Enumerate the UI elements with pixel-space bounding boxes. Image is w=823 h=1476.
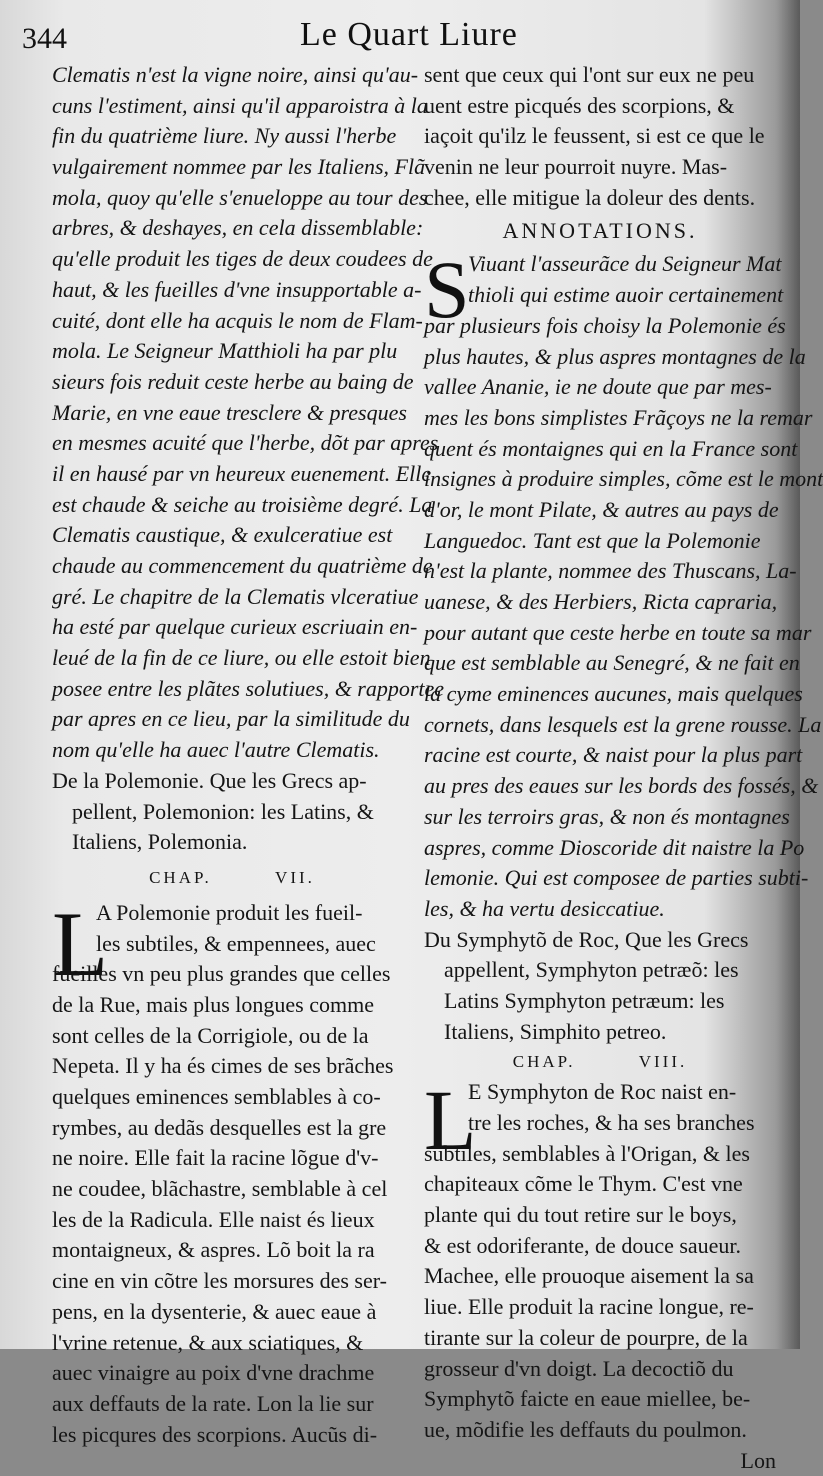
text-line: aspres, comme Dioscoride dit naistre la Po: [424, 834, 805, 860]
text-line: de la Rue, mais plus longues comme: [52, 991, 374, 1017]
text-line: thioli qui estime auoir certainement: [468, 282, 784, 308]
text-line: plante qui du tout retire sur le boys,: [424, 1202, 737, 1228]
text-line: rymbes, au dedãs desquelles est la gre: [52, 1114, 387, 1140]
text-line: cuns l'estiment, ainsi qu'il apparoistra à la: [52, 92, 428, 118]
text-line: qu'elle produit les tiges de deux coudees de: [52, 246, 433, 272]
text-line: les de la Radicula. Elle naist és lieux: [52, 1206, 375, 1232]
text-line: quent és montaignes qui en la France sont: [424, 435, 798, 461]
chapter-heading-polemonie: [52, 766, 412, 858]
text-line: venin ne leur pourroit nuyre. Mas-: [424, 154, 728, 180]
chapter-label: CHAP.: [512, 1052, 576, 1072]
text-line: Lon: [740, 1447, 776, 1473]
right-top-text: [424, 60, 776, 213]
text-line: pour autant que ceste herbe en toute sa mar: [424, 619, 812, 645]
text-line: A Polemonie produit les fueil-: [96, 899, 363, 925]
text-line: haut, & les fueilles d'vne insupportable a-: [52, 276, 422, 302]
text-line: chaude au commencement du quatrième de: [52, 553, 433, 578]
text-line: la cyme eminences aucunes, mais quelques: [424, 681, 803, 707]
text-line: uanese, & des Herbiers, Ricta capraria,: [424, 589, 778, 614]
text-line: les picqures des scorpions. Aucũs di-: [52, 1421, 378, 1447]
text-line: est chaude & seiche au troisième degré. La: [52, 491, 433, 517]
text-line: aux deffauts de la rate. Lon la lie sur: [52, 1390, 374, 1416]
text-line: lemonie. Qui est composee de parties subti-: [424, 865, 809, 891]
text-line: mes les bons simplistes Frãçoys ne la remar: [424, 404, 813, 430]
text-line: quelques eminences semblables à co-: [52, 1084, 381, 1109]
text-line: d'or, le mont Pilate, & autres au pays de: [424, 496, 779, 522]
text-line: que est semblable au Senegré, & ne fait en: [424, 650, 800, 676]
text-line: gré. Le chapitre de la Clematis vlceratiue: [52, 583, 419, 609]
text-line: n'est la plante, nommee des Thuscans, La-: [424, 558, 797, 584]
text-line: grosseur d'vn doigt. La decoctiõ du: [424, 1355, 734, 1381]
drop-cap: L: [52, 892, 109, 995]
text-line: Clematis n'est la vigne noire, ainsi qu'au-: [52, 62, 419, 87]
text-line: cornets, dans lesquels est la grene rousse. La: [424, 711, 822, 737]
text-line: subtiles, semblables à l'Origan, & les: [424, 1140, 750, 1166]
text-line: par plusieurs fois choisy la Polemonie és: [424, 312, 786, 338]
text-line: Machee, elle prouoque aisement la sa: [424, 1263, 754, 1289]
chapter-numeral: VII.: [275, 867, 315, 887]
text-line: fin du quatrième liure. Ny aussi l'herbe: [52, 123, 397, 149]
text-line: & est odoriferante, de douce saueur.: [424, 1232, 742, 1258]
text-line: mola, quoy qu'elle s'enueloppe au tour des: [52, 184, 428, 210]
heading-line: appellent, Symphyton petræõ: les: [444, 957, 739, 983]
text-line: iaçoit qu'ilz le feussent, si est ce que le: [424, 123, 765, 149]
text-line: les, & ha vertu desiccatiue.: [424, 895, 665, 921]
text-line: racine est courte, & naist pour la plus part: [424, 742, 803, 768]
text-line: tre les roches, & ha ses branches: [468, 1110, 755, 1135]
text-line: cuité, dont elle ha acquis le nom de Flam-: [52, 307, 423, 333]
annotations-body: [424, 244, 823, 924]
text-line: posee entre les plãtes solutiues, & rapportee: [52, 675, 445, 701]
text-line: leué de la fin de ce liure, ou elle estoit bien: [52, 645, 431, 671]
heading-line: Du Symphytõ de Roc, Que les Grecs: [424, 926, 749, 952]
text-line: insignes à produire simples, cõme est le mont: [424, 466, 823, 492]
text-line: vulgairement nommee par les Italiens, Flã: [52, 154, 426, 180]
text-line: l'vrine retenue, & aux sciatiques, &: [52, 1329, 364, 1355]
text-line: chapiteaux cõme le Thym. C'est vne: [424, 1171, 743, 1197]
text-line: en mesmes acuité que l'herbe, dõt par apres: [52, 430, 439, 456]
chapter-number: [424, 1047, 776, 1077]
chapter-heading-symphyton: [424, 925, 776, 1048]
text-line: liue. Elle produit la racine longue, re-: [424, 1294, 754, 1320]
text-line: Symphytõ faicte en eaue miellee, be-: [424, 1386, 751, 1412]
text-line: ne noire. Elle fait la racine lõgue d'v-: [52, 1145, 379, 1171]
page-number: 344: [22, 22, 67, 55]
text-line: arbres, & deshayes, en cela dissemblable:: [52, 215, 424, 241]
chapter-numeral: VIII.: [638, 1052, 688, 1072]
running-head: Le Quart Liure: [300, 16, 518, 53]
text-line: E Symphyton de Roc naist en-: [468, 1079, 737, 1105]
heading-line: Italiens, Polemonia.: [72, 829, 248, 855]
heading-line: pellent, Polemonion: les Latins, &: [72, 798, 374, 824]
text-line: Languedoc. Tant est que la Polemonie: [424, 527, 761, 553]
text-line: mola. Le Seigneur Matthioli ha par plu: [52, 338, 398, 364]
text-line: fueilles vn peu plus grandes que celles: [52, 961, 391, 987]
text-line: tirante sur la coleur de pourpre, de la: [424, 1324, 748, 1350]
text-line: par apres en ce lieu, par la similitude du: [52, 706, 410, 732]
text-line: au pres des eaues sur les bords des fossés, &: [424, 773, 819, 799]
text-line: Viuant l'asseurãce du Seigneur Mat: [468, 251, 782, 277]
text-line: ue, mõdifie les deffauts du poulmon.: [424, 1416, 747, 1442]
text-line: sont celles de la Corrigiole, ou de la: [52, 1022, 369, 1048]
text-line: sieurs fois reduit ceste herbe au baing de: [52, 368, 414, 394]
text-line: auec vinaigre au poix d'vne drachme: [52, 1360, 375, 1386]
heading-line: De la Polemonie. Que les Grecs ap-: [52, 767, 367, 793]
text-line: Clematis caustique, & exulceratiue est: [52, 522, 393, 548]
text-line: il en hausé par vn heureux euenement. Elle: [52, 460, 432, 486]
left-top-italic-text: [52, 60, 445, 766]
chapter-label: CHAP.: [149, 867, 212, 887]
text-line: pens, en la dysenterie, & auec eaue à: [52, 1298, 377, 1324]
text-line: nom qu'elle ha auec l'autre Clematis.: [52, 737, 380, 763]
text-line: Marie, en vne eaue tresclere & presques: [52, 399, 407, 425]
chapter-body-polemonie: [52, 892, 412, 1450]
text-line: sent que ceux qui l'ont sur eux ne peu: [424, 62, 755, 87]
text-line: chee, elle mitigue la doleur des dents.: [424, 184, 756, 210]
text-line: Nepeta. Il y ha és cimes de ses brãches: [52, 1053, 394, 1079]
text-line: vallee Ananie, ie ne doute que par mes-: [424, 374, 772, 400]
text-line: ha esté par quelque curieux escriuain en-: [52, 614, 418, 640]
text-line: les subtiles, & empennees, auec: [96, 930, 376, 956]
annotations-heading: ANNOTATIONS.: [502, 218, 698, 244]
text-line: cine en vin cõtre les morsures des ser-: [52, 1268, 387, 1294]
drop-cap: L: [424, 1072, 477, 1169]
text-line: uent estre picqués des scorpions, &: [424, 92, 735, 118]
drop-cap: S: [424, 244, 470, 336]
chapter-number: [52, 858, 412, 898]
text-line: plus hautes, & plus aspres montagnes de la: [424, 343, 806, 369]
text-line: ne coudee, blãchastre, semblable à cel: [52, 1176, 388, 1202]
text-line: montaigneux, & aspres. Lõ boit la ra: [52, 1237, 375, 1263]
right-column: [424, 60, 823, 1476]
chapter-body-symphyton: [424, 1072, 776, 1476]
left-column: [52, 60, 445, 1450]
text-line: sur les terroirs gras, & non és montagnes: [424, 803, 790, 829]
heading-line: Italiens, Simphito petreo.: [444, 1018, 667, 1044]
heading-line: Latins Symphyton petræum: les: [444, 987, 725, 1013]
